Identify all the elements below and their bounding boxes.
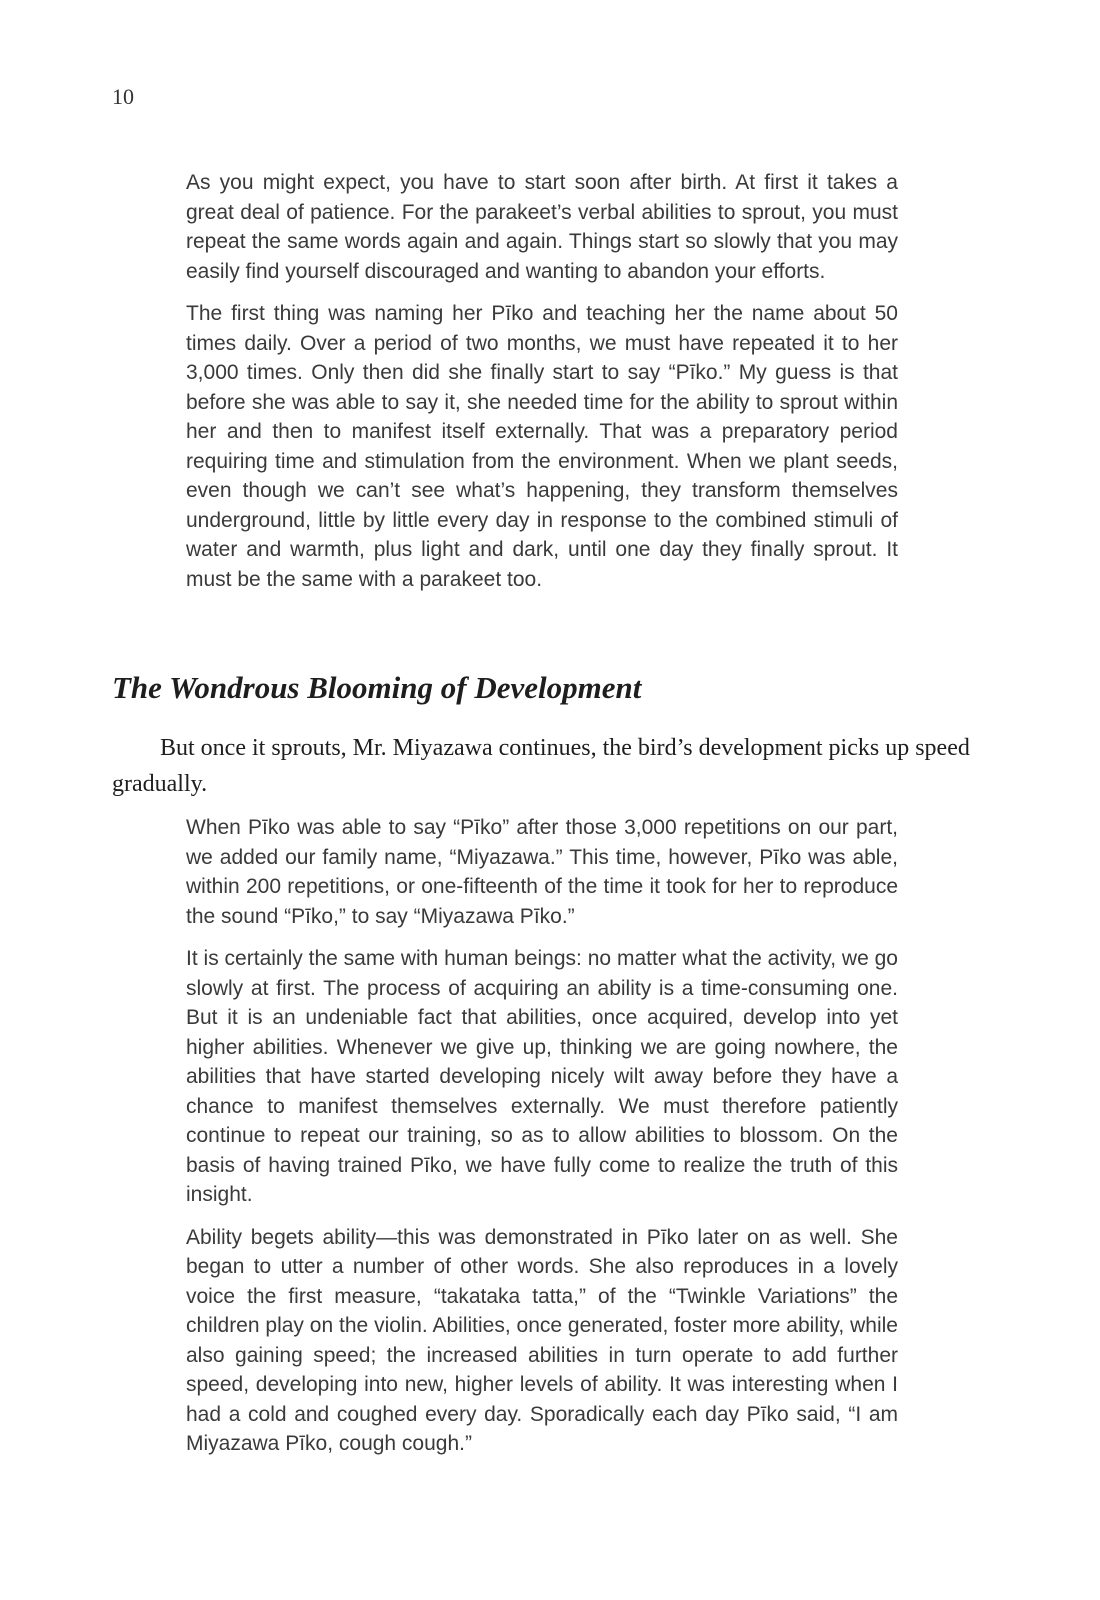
- quote-paragraph: When Pīko was able to say “Pīko” after those 3,000 repetitions on our part, we added our family name, “Miyazawa.” This time, however, Pīko was able, within 200 repetitions, or one-fifteenth of the time it took for her to reproduce the sound “Pīko,” to say “Miyazawa Pīko.”: [186, 816, 898, 928]
- page-number: 10: [112, 84, 134, 109]
- quote-paragraph: Ability begets ability—this was demonstrated in Pīko later on as well. She began to utter a number of other words. She also reproduces in a lovely voice the first measure, “takataka tatta,” of the “Twinkle Variations” the children play on the violin. Abilities, once generated, foster more ability, while also gaining speed; the increased abilities in turn operate to add further speed, developing into new, higher levels of ability. It was interesting when I had a cold and coughed every day. Sporadically each day Pīko said, “I am Miyazawa Pīko, cough cough.”: [186, 1225, 898, 1455]
- block-quote-ability-development: [186, 813, 898, 1472]
- quote-paragraph: It is certainly the same with human beings: no matter what the activity, we go slowly at first. The process of acquiring an ability is a time-consuming one. But it is an undeniable fact that abilities, once acquired, develop into yet higher abilities. Whenever we give up, thinking we are going nowhere, the abilities that have started developing nicely wilt away before they have a chance to manifest themselves externally. We must therefore patiently continue to repeat our training, so as to allow abilities to blossom. On the basis of having trained Pīko, we have fully come to realize the truth of this insight.: [186, 947, 898, 1206]
- section-heading: The Wondrous Blooming of Development: [112, 670, 642, 705]
- quote-paragraph: The first thing was naming her Pīko and teaching her the name about 50 times daily. Over a period of two months, we must have repeated it to her 3,000 times. Only then did she finally start to say “Pīko.” My guess is that before she was able to say it, she needed time for the ability to sprout within her and then to manifest itself externally. That was a preparatory period requiring time and stimulation from the environment. When we plant seeds, even though we can’t see what’s happening, they transform themselves underground, little by little every day in response to the combined stimuli of water and warmth, plus light and dark, until one day they finally sprout. It must be the same with a parakeet too.: [186, 302, 898, 591]
- narration-paragraph: But once it sprouts, Mr. Miyazawa continues, the bird’s development picks up speed gradually.: [112, 735, 970, 797]
- quote-paragraph: As you might expect, you have to start soon after birth. At first it takes a great deal of patience. For the parakeet’s verbal abilities to sprout, you must repeat the same words again and again. Things start so slowly that you may easily find yourself discouraged and wanting to abandon your efforts.: [186, 171, 898, 283]
- block-quote-parakeet-training: [186, 168, 898, 607]
